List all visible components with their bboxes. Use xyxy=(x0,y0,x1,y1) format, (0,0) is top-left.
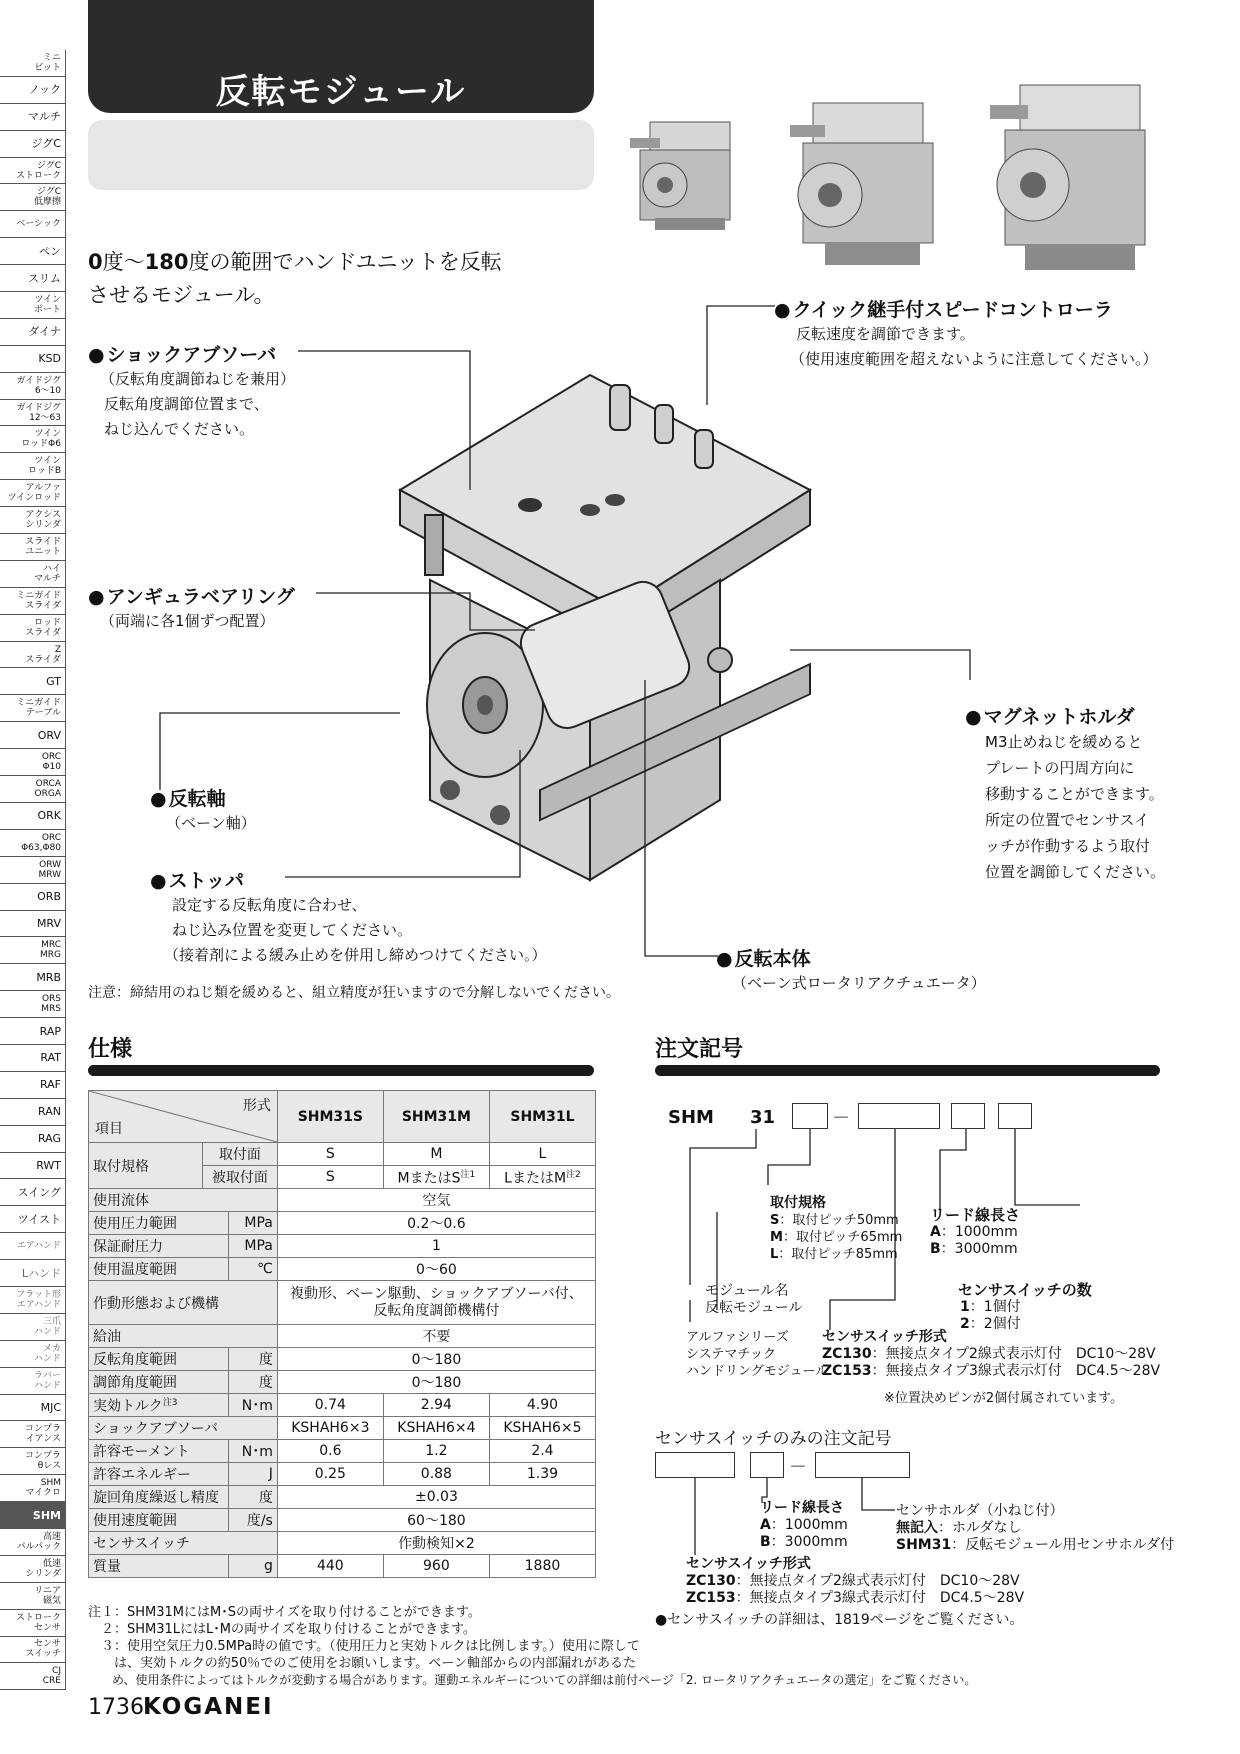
side-tab[interactable]: ORCA ORGA xyxy=(0,776,66,803)
brand-logo: KOGANEI xyxy=(143,1694,274,1720)
side-tab[interactable]: ORV xyxy=(0,722,66,749)
order-dash: － xyxy=(832,1108,850,1129)
spec-notes: 注１：SHM31MにはM･Sの両サイズを取り付けることができます。 ２：SHM31LにはL･Mの両サイズを取り付けることができます。 ３：使用空気圧力0.5MPa時の値です。（使用圧力と実効トルクは比例します。）使用に際して は、実効トルクの約50％でのご使用をお願いします。ベーン軸部からの内部漏れがあるた め、使用条件によってはトルクが変動する場合があります。運動エネルギーについての詳細は前付ページ「2. ロータリアクチュエータの選定」をご覧ください。 xyxy=(88,1605,977,1687)
side-tab[interactable]: メカ ハンド xyxy=(0,1341,66,1368)
order-module-block: モジュール名 反転モジュール xyxy=(705,1283,803,1316)
side-tab[interactable]: スイング xyxy=(0,1179,66,1206)
callout-rotation-shaft: ● 反転軸 （ベーン軸） xyxy=(150,784,256,836)
side-tab[interactable]: ノック xyxy=(0,77,66,104)
side-tab[interactable]: コンプラ イアンス xyxy=(0,1421,66,1448)
side-tab[interactable]: ORW MRW xyxy=(0,857,66,884)
side-tab[interactable]: ミニガイド テーブル xyxy=(0,695,66,722)
side-tab[interactable]: SHM マイクロ xyxy=(0,1475,66,1502)
side-tab[interactable]: ORK xyxy=(0,803,66,830)
side-tab[interactable]: ORC Φ63,Φ80 xyxy=(0,830,66,857)
side-tab[interactable]: ツイン ポート xyxy=(0,292,66,319)
callout-stopper: ● ストッパ 設定する反転角度に合わせ、 ねじ込み位置を変更してください。 （接着剤による緩み止めを併用し締めつけてください。） xyxy=(150,866,547,968)
callout-angular-bearing: ● アンギュラベアリング （両端に各1個ずつ配置） xyxy=(88,582,295,634)
side-tab[interactable]: ジグC ストローク xyxy=(0,158,66,185)
side-tab[interactable]: ORB xyxy=(0,884,66,911)
side-tab[interactable]: SHM xyxy=(0,1502,66,1529)
side-tab[interactable]: Lハンド xyxy=(0,1260,66,1287)
side-tab[interactable]: ラバー ハンド xyxy=(0,1368,66,1395)
side-tab[interactable]: ロッド スライダ xyxy=(0,615,66,642)
side-tab[interactable]: ダイナ xyxy=(0,319,66,346)
side-tab[interactable]: リニア 磁気 xyxy=(0,1583,66,1610)
side-tab[interactable]: 三爪 ハンド xyxy=(0,1314,66,1341)
side-tab[interactable]: RAT xyxy=(0,1045,66,1072)
order-series-block: アルファシリーズ システマチック ハンドリングモジュール xyxy=(686,1330,829,1379)
side-tab[interactable]: RAN xyxy=(0,1099,66,1126)
side-tab[interactable]: RWT xyxy=(0,1153,66,1180)
sensor-only-type-block: センサスイッチ形式 ZC130：無接点タイプ2線式表示灯付 DC10～28V ZC153：無接点タイプ3線式表示灯付 DC4.5～28V xyxy=(686,1556,1025,1606)
side-tab[interactable]: ベーシック xyxy=(0,211,66,238)
side-tab[interactable]: ジグC xyxy=(0,131,66,158)
spec-table: 形式 項目 SHM31S SHM31M SHM31L 取付規格 取付面 S M L 被取付面 S Mまたは$S^{注1}$ Lまたは$M^{注2}$ 使用流体 空気 使用圧力範囲 MPa 0.2～0.6 保証耐圧力 MPa 1 使用温度範囲 ℃ 0～60 作動形態および機構 複動形、ベーン駆動、ショックアブソーバ付、 反転角度調節機構付 給油 不要 反転角度範囲 度 0～180 調節角度範囲 度 0～180 実効トルク$^{注3}$ N･m 0.74 2.94 4.90 ショックアブソーバ KSHAH6×3 KSHAH6×4 KSHAH6×5 許容モーメント N･m 0.6 1.2 2.4 許容エネルギー J 0.25 0.88 1.39 旋回角度繰返し精度 度 ±0.03 使用速度範囲 度/s 60～180 センサスイッチ 作動検知×2 質量 g 440 960 1880 xyxy=(88,1090,596,1578)
side-tab[interactable]: 低速 シリンダ xyxy=(0,1556,66,1583)
page-title: 反転モジュール xyxy=(215,72,467,112)
side-tab[interactable]: ORS MRS xyxy=(0,991,66,1018)
side-tab[interactable]: ハイ マルチ xyxy=(0,561,66,588)
side-tab[interactable]: ペン xyxy=(0,238,66,265)
side-tab[interactable]: ストローク センサ xyxy=(0,1610,66,1637)
side-tab[interactable]: ミニ ビット xyxy=(0,50,66,77)
side-tab[interactable]: アクシス シリンダ xyxy=(0,507,66,534)
sensor-only-heading: センサスイッチのみの注文記号 xyxy=(655,1429,892,1449)
side-tab[interactable]: CJ CRE xyxy=(0,1663,66,1690)
callout-shock-absorber: ● ショックアブソーバ （反転角度調節ねじを兼用） 反転角度調節位置まで、 ねじ込んでください。 xyxy=(88,340,295,442)
side-tab[interactable]: RAF xyxy=(0,1072,66,1099)
order-sensor-type-block: センサスイッチ形式 ZC130：無接点タイプ2線式表示灯付 DC10～28V ZC153：無接点タイプ3線式表示灯付 DC4.5～28V xyxy=(822,1329,1161,1379)
side-tab[interactable]: スリム xyxy=(0,265,66,292)
order-code-num: 31 xyxy=(750,1107,776,1128)
model-col-l: SHM31L xyxy=(489,1091,595,1143)
side-tab[interactable]: マルチ xyxy=(0,104,66,131)
sensor-only-holder-block: センサホルダ（小ねじ付） 無記入：ホルダなし SHM31：反転モジュール用センサホルダ付 xyxy=(896,1503,1175,1553)
sensor-only-dash: － xyxy=(789,1457,807,1478)
side-tab[interactable]: ジグC 低摩擦 xyxy=(0,184,66,211)
order-lead-block: リード線長さ A：1000mm B：3000mm xyxy=(930,1206,1021,1257)
page-number: 1736 xyxy=(88,1695,144,1720)
side-tab[interactable]: フラット形 エアハンド xyxy=(0,1287,66,1314)
side-tab[interactable]: GT xyxy=(0,668,66,695)
order-count-block: センサスイッチの数 1：1個付 2：2個付 xyxy=(958,1281,1092,1332)
side-tab[interactable]: ガイドジグ 12～63 xyxy=(0,400,66,427)
intro-text: 0度～180度の範囲でハンドユニットを反転 させるモジュール。 xyxy=(88,250,502,307)
side-tab[interactable]: KSD xyxy=(0,346,66,373)
sensor-only-lead-block: リード線長さ A：1000mm B：3000mm xyxy=(760,1500,848,1550)
side-tab[interactable]: ガイドジグ 6～10 xyxy=(0,373,66,400)
side-tab[interactable]: スライド ユニット xyxy=(0,534,66,561)
order-heading: 注文記号 xyxy=(655,1037,744,1062)
spec-heading: 仕様 xyxy=(88,1037,133,1062)
side-tab[interactable]: RAP xyxy=(0,1018,66,1045)
spec-header-corner: 形式 項目 xyxy=(89,1091,278,1143)
order-mount-block: 取付規格 S：取付ピッチ50mm M：取付ピッチ65mm L：取付ピッチ85mm xyxy=(770,1195,903,1262)
callout-speed-controller: ● クイック継手付スピードコントローラ 反転速度を調節できます。 （使用速度範囲を超えないように注意してください。） xyxy=(774,295,1158,372)
side-tab[interactable]: MRV xyxy=(0,911,66,938)
order-code-prefix: SHM xyxy=(668,1107,714,1128)
side-tab[interactable]: アルファ ツインロッド xyxy=(0,480,66,507)
side-tab[interactable]: 高速 パルパック xyxy=(0,1529,66,1556)
side-tab[interactable]: ORC Φ10 xyxy=(0,749,66,776)
side-tab[interactable]: RAG xyxy=(0,1126,66,1153)
side-tab[interactable]: Z スライダ xyxy=(0,642,66,669)
side-tab[interactable]: ツイン ロッドB xyxy=(0,453,66,480)
side-tab[interactable]: MJC xyxy=(0,1395,66,1422)
side-tab[interactable]: ツイスト xyxy=(0,1206,66,1233)
side-tab[interactable]: コンプラ θレス xyxy=(0,1448,66,1475)
side-tab[interactable]: エアハンド xyxy=(0,1233,66,1260)
side-tab[interactable]: MRB xyxy=(0,964,66,991)
callout-magnet-holder: ● マグネットホルダ M3止めねじを緩めると プレートの円周方向に 移動することができます。 所定の位置でセンサスイ ッチが作動するよう取付 位置を調節してください。 xyxy=(965,702,1165,885)
callout-rotation-body: ● 反転本体 （ベーン式ロータリアクチュエータ） xyxy=(716,944,986,996)
side-tab[interactable]: ミニガイド スライダ xyxy=(0,588,66,615)
side-tab[interactable]: センサ スイッチ xyxy=(0,1637,66,1664)
model-col-m: SHM31M xyxy=(383,1091,489,1143)
caution-note: 注意：締結用のねじ類を緩めると、組立精度が狂いますので分解しないでください。 xyxy=(88,985,620,1001)
model-col-s: SHM31S xyxy=(277,1091,383,1143)
side-tab[interactable]: MRC MRG xyxy=(0,937,66,964)
sensor-detail-note: ●センサスイッチの詳細は、1819ページをご覧ください。 xyxy=(655,1612,1024,1628)
side-tab[interactable]: ツイン ロッドΦ6 xyxy=(0,426,66,453)
order-pin-note: ※位置決めピンが2個付属されています。 xyxy=(884,1391,1124,1406)
